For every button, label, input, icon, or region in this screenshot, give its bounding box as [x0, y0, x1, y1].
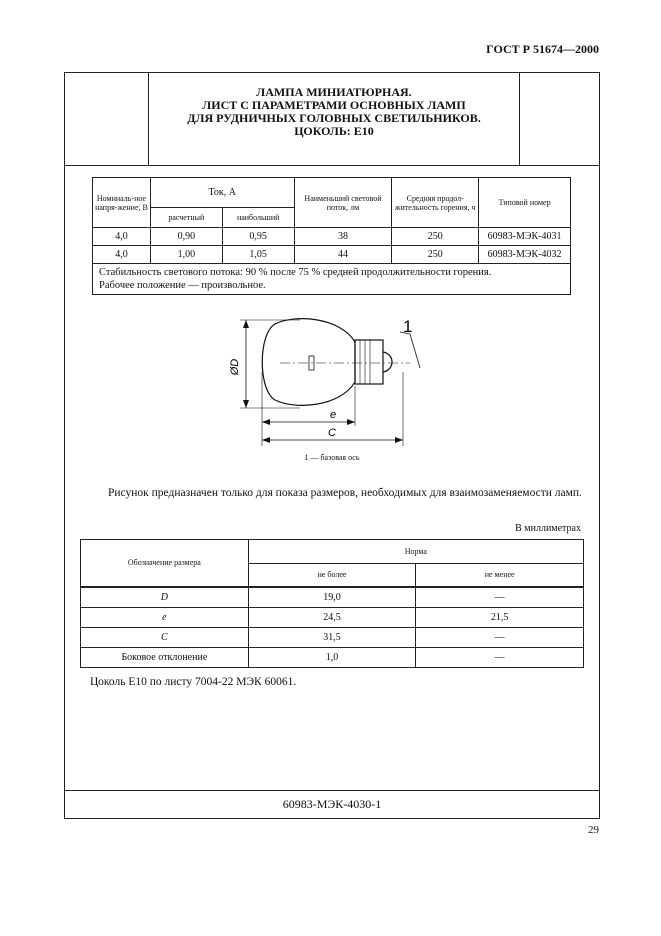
- cell-dimension-name: Боковое отклонение: [81, 647, 249, 667]
- cell-current-rated: 1,00: [150, 246, 222, 264]
- header-current-rated: расчетный: [150, 208, 222, 228]
- cell-type: 60983-МЭК-4031: [479, 228, 571, 246]
- dimensions-table: [80, 539, 584, 668]
- table-row: [93, 246, 571, 264]
- cell-current-max: 0,95: [222, 228, 294, 246]
- label-diameter: ØD: [229, 358, 241, 376]
- header-designation: Обозначение размера: [81, 540, 249, 587]
- lamp-params-table: [92, 177, 571, 295]
- sheet-number: 60983-МЭК-4030-1: [282, 797, 382, 811]
- cell-flux: 38: [294, 228, 392, 246]
- cell-max: 31,5: [248, 627, 416, 647]
- cell-min: —: [416, 587, 584, 608]
- label-c: C: [328, 427, 336, 439]
- cell-type: 60983-МЭК-4032: [479, 246, 571, 264]
- cell-current-max: 1,05: [222, 246, 294, 264]
- title-line-3: ДЛЯ РУДНИЧНЫХ ГОЛОВНЫХ СВЕТИЛЬНИКОВ.: [187, 111, 481, 125]
- header-max: не более: [248, 564, 416, 587]
- header-flux: Наименьший световой поток, лм: [294, 178, 392, 228]
- footer-divider: [64, 790, 600, 791]
- cell-max: 1,0: [248, 647, 416, 667]
- cell-flux: 44: [294, 246, 392, 264]
- cell-life: 250: [392, 228, 479, 246]
- table-notes: [93, 264, 571, 295]
- base-reference-note: Цоколь Е10 по листу 7004-22 МЭК 60061.: [90, 676, 297, 688]
- table-row: [81, 607, 584, 627]
- cell-max: 19,0: [248, 587, 416, 608]
- lamp-drawing: [220, 312, 440, 452]
- cell-min: 21,5: [416, 607, 584, 627]
- label-e: e: [330, 409, 337, 421]
- table-row: [81, 627, 584, 647]
- header-min: не менее: [416, 564, 584, 587]
- figure-caption: 1 — базовая ось: [304, 453, 360, 462]
- title-line-2: ЛИСТ С ПАРАМЕТРАМИ ОСНОВНЫХ ЛАМП: [202, 98, 466, 112]
- cell-life: 250: [392, 246, 479, 264]
- table-row: [93, 228, 571, 246]
- figure-note-paragraph: Рисунок предназначен только для показа размеров, необходимых для взаимозаменяемости ламп.: [108, 487, 582, 499]
- header-current-max: наибольший: [222, 208, 294, 228]
- units-note: В миллиметрах: [515, 523, 581, 534]
- header-norm: Норма: [248, 540, 583, 564]
- page-number: 29: [588, 824, 599, 836]
- cell-max: 24,5: [248, 607, 416, 627]
- header-type: Типовой номер: [479, 178, 571, 228]
- cell-min: —: [416, 647, 584, 667]
- cell-dimension-name: C: [81, 627, 249, 647]
- note-position: Рабочее положение — произвольное.: [99, 280, 266, 291]
- cell-min: —: [416, 627, 584, 647]
- lamp-contact: [383, 352, 392, 372]
- header-life: Средняя продол-жительность горения, ч: [392, 178, 479, 228]
- header-current: Ток, А: [150, 178, 294, 208]
- sheet-title: [150, 86, 518, 138]
- callout-number: 1: [403, 317, 413, 336]
- title-right-cell: [519, 72, 600, 166]
- title-left-cell: [64, 72, 149, 166]
- lamp-base: [355, 340, 383, 384]
- standard-number: ГОСТ Р 51674—2000: [486, 42, 599, 56]
- title-divider: [64, 165, 600, 166]
- cell-voltage: 4,0: [93, 228, 151, 246]
- table-row: [81, 647, 584, 667]
- cell-voltage: 4,0: [93, 246, 151, 264]
- cell-dimension-name: e: [81, 607, 249, 627]
- title-line-1: ЛАМПА МИНИАТЮРНАЯ.: [256, 85, 412, 99]
- header-voltage: Номиналь-ное напря-жение, В: [93, 178, 151, 228]
- title-line-4: ЦОКОЛЬ: Е10: [294, 124, 374, 138]
- cell-current-rated: 0,90: [150, 228, 222, 246]
- note-flux-stability: Стабильность светового потока: 90 % после 75 % средней продолжительности горения.: [99, 267, 492, 278]
- cell-dimension-name: D: [81, 587, 249, 608]
- table-row: [81, 587, 584, 608]
